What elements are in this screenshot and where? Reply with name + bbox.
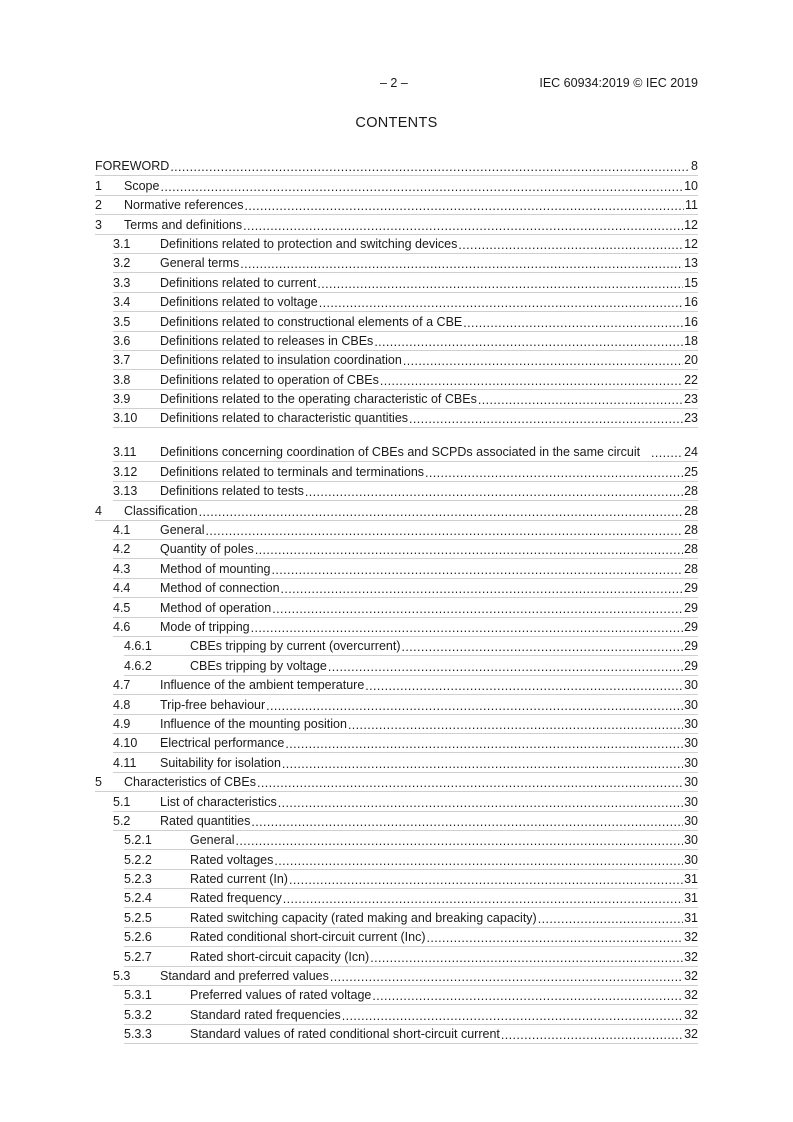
toc-entry-title: Definitions concerning coordination of CBEs and SCPDs associated in the same circuit [160,445,641,460]
toc-entry-number: 3.1 [113,236,131,251]
toc-entry-page: 25 [684,464,698,479]
toc-entry-page: 30 [684,775,698,790]
toc-entry[interactable] [95,870,698,889]
toc-entry-page: 30 [684,736,698,751]
toc-entry-page: 29 [684,658,698,673]
toc-entry[interactable] [95,501,698,520]
toc-entry-number: 5.2.3 [124,872,152,887]
dot-leader [205,525,683,538]
dot-leader [365,680,683,693]
toc-entry-number: 3.12 [113,464,138,479]
toc-entry-number: 5.3.3 [124,1027,152,1042]
toc-entry-title: Definitions related to operation of CBEs [160,372,379,387]
toc-entry[interactable] [95,351,698,370]
toc-entry-title: Definitions related to voltage [160,295,318,310]
toc-entry-title: Scope [124,178,160,193]
toc-entry-page: 15 [684,275,698,290]
row-divider [124,1043,698,1044]
contents-title: CONTENTS [355,115,438,131]
dot-leader [319,297,683,310]
toc-entry-number: 3.5 [113,314,131,329]
toc-entry-page: 32 [684,1007,698,1022]
toc-entry[interactable] [95,656,698,675]
toc-entry[interactable] [95,462,698,481]
toc-entry-page: 10 [684,178,698,193]
toc-entry[interactable] [95,947,698,966]
dot-leader [272,603,683,616]
toc-entry-number: 4.2 [113,542,131,557]
toc-entry-title: Trip-free behaviour [160,697,266,712]
dot-leader [240,258,683,271]
toc-entry-number: 3.6 [113,333,131,348]
toc-entry-page: 28 [684,561,698,576]
toc-entry-title: Electrical performance [160,736,285,751]
toc-entry[interactable] [95,928,698,947]
toc-entry-number: 1 [95,178,102,193]
toc-entry-number: 5.2.4 [124,891,152,906]
dot-leader [328,661,683,674]
toc-entry-number: 3.3 [113,275,131,290]
toc-entry-title: Definitions related to the operating characteristic of CBEs [160,392,477,407]
toc-entry[interactable] [95,293,698,312]
dot-leader [425,467,683,480]
dot-leader [289,874,683,887]
toc-entry-page: 23 [684,392,698,407]
dot-leader [463,317,683,330]
toc-entry-number: 5.1 [113,794,131,809]
dot-leader [501,1029,683,1042]
toc-entry-page: 30 [684,794,698,809]
dot-leader [348,719,683,732]
toc-entry[interactable] [95,235,698,254]
toc-entry-title: Standard values of rated conditional short-circuit current [190,1027,500,1042]
toc-entry-title: Rated voltages [190,852,274,867]
dot-leader [281,583,684,596]
toc-entry[interactable] [95,889,698,908]
toc-entry-page: 31 [684,910,698,925]
dot-leader [160,181,683,194]
dot-leader [458,239,683,252]
toc-entry-page: 18 [684,333,698,348]
toc-entry-page: 11 [685,198,698,213]
dot-leader [651,447,683,460]
toc-entry-number: 3.9 [113,392,131,407]
toc-entry-title: General [190,833,235,848]
toc-entry[interactable] [95,812,698,831]
toc-entry-title: Rated quantities [160,813,251,828]
toc-entry-page: 16 [684,314,698,329]
toc-entry[interactable] [95,157,698,176]
toc-entry-page: 29 [684,581,698,596]
toc-entry[interactable] [95,908,698,927]
toc-entry-title: Definitions related to constructional elements of a CBE [160,314,463,329]
toc-entry-title: Influence of the mounting position [160,716,347,731]
toc-entry-number: 5.3 [113,969,131,984]
toc-entry-title: Standard rated frequencies [190,1007,341,1022]
toc-entry-title: List of characteristics [160,794,277,809]
toc-entry-title: CBEs tripping by voltage [190,658,327,673]
toc-entry-number: 2 [95,198,102,213]
toc-entry[interactable] [95,521,698,540]
toc-entry-page: 22 [684,372,698,387]
toc-entry-number: 4.6 [113,619,131,634]
dot-leader [370,952,683,965]
dot-leader [199,506,683,519]
toc-entry[interactable] [95,273,698,292]
dot-leader [170,161,690,174]
toc-entry-title: CBEs tripping by current (overcurrent) [190,639,401,654]
toc-entry[interactable] [95,850,698,869]
page-number: – 2 – [380,76,408,90]
toc-entry-number: 3.8 [113,372,131,387]
toc-entry[interactable] [95,428,698,462]
toc-entry-title: Method of operation [160,600,272,615]
toc-entry-title: Method of mounting [160,561,271,576]
toc-entry-page: 30 [684,813,698,828]
toc-entry-page: 13 [684,256,698,271]
toc-entry-number: 4.11 [113,755,137,770]
toc-entry-number: 3.10 [113,411,138,426]
toc-entry[interactable] [95,390,698,409]
toc-entry-title: Definitions related to releases in CBEs [160,333,374,348]
toc-entry-title: Normative references [124,198,244,213]
toc-entry-number: 4 [95,503,102,518]
toc-entry-page: 30 [684,697,698,712]
toc-entry[interactable] [95,598,698,617]
toc-entry-page: 30 [684,716,698,731]
toc-entry-page: 30 [684,833,698,848]
toc-entry-page: 20 [684,353,698,368]
toc-entry-page: 32 [684,949,698,964]
toc-entry-number: 5.2.6 [124,930,152,945]
dot-leader [342,1010,683,1023]
toc-entry[interactable] [95,773,698,792]
toc-entry-page: 28 [684,523,698,538]
toc-entry-number: 4.4 [113,581,131,596]
toc-entry-page: 29 [684,619,698,634]
toc-entry-page: 29 [684,639,698,654]
toc-entry-page: 29 [684,600,698,615]
toc-entry-number: 4.8 [113,697,131,712]
toc-entry-page: 30 [684,755,698,770]
toc-entry[interactable] [95,215,698,234]
dot-leader [245,200,685,213]
toc-entry-title: Terms and definitions [124,217,243,232]
toc-entry-number: 4.7 [113,678,131,693]
toc-entry[interactable] [95,540,698,559]
toc-entry-page: 16 [684,295,698,310]
toc-entry[interactable] [95,753,698,772]
toc-entry-number: 5.2.7 [124,949,152,964]
dot-leader [374,336,683,349]
toc-entry-number: 3.13 [113,484,138,499]
toc-entry-page: 30 [684,678,698,693]
toc-entry-title: General [160,523,205,538]
dot-leader [478,394,683,407]
dot-leader [538,913,683,926]
dot-leader [282,758,683,771]
toc-entry-title: Definitions related to characteristic quantities [160,411,409,426]
toc-entry-number: 5.2.1 [124,833,152,848]
dot-leader [251,622,683,635]
dot-leader [255,544,683,557]
toc-entry-number: 3.4 [113,295,131,310]
toc-entry-page: 32 [684,988,698,1003]
toc-entry-title: Definitions related to current [160,275,317,290]
dot-leader [257,777,683,790]
dot-leader [278,797,683,810]
toc-entry-page: 32 [684,930,698,945]
toc-entry-number: 3.2 [113,256,131,271]
toc-entry[interactable] [95,409,698,428]
toc-entry[interactable] [95,1025,698,1044]
toc-entry-page: 12 [684,236,698,251]
toc-entry-title: Rated current (In) [190,872,288,887]
table-of-contents [95,157,698,1044]
toc-entry[interactable] [95,1005,698,1024]
toc-entry-number: 4.5 [113,600,131,615]
toc-entry-page: 31 [684,891,698,906]
toc-entry[interactable] [95,196,698,215]
toc-entry-number: 3 [95,217,102,232]
toc-entry-number: 4.9 [113,716,131,731]
dot-leader [402,641,684,654]
dot-leader [274,855,683,868]
toc-entry-title: Preferred values of rated voltage [190,988,372,1003]
toc-entry-number: 5 [95,775,102,790]
toc-entry[interactable] [95,792,698,811]
dot-leader [403,355,683,368]
toc-entry-title: Definitions related to insulation coordination [160,353,402,368]
toc-entry[interactable] [95,986,698,1005]
dot-leader [372,990,683,1003]
toc-entry-page: 31 [684,872,698,887]
toc-entry-number: 4.6.1 [124,639,152,654]
dot-leader [243,220,683,233]
toc-entry-number: 4.6.2 [124,658,152,673]
toc-entry-title: Standard and preferred values [160,969,329,984]
toc-entry-number: 5.2.2 [124,852,152,867]
toc-entry-number: 5.2.5 [124,910,152,925]
toc-entry-number: 5.3.1 [124,988,152,1003]
toc-entry[interactable] [95,312,698,331]
toc-entry-title: Rated switching capacity (rated making and breaking capacity) [190,910,537,925]
toc-entry[interactable] [95,482,698,501]
toc-entry-title: Definitions related to tests [160,484,304,499]
toc-entry-number: 4.10 [113,736,138,751]
toc-entry-page: 28 [684,542,698,557]
toc-entry-title: FOREWORD [95,159,170,174]
toc-entry-number: 5.2 [113,813,131,828]
toc-entry-page: 12 [684,217,698,232]
dot-leader [266,700,683,713]
toc-entry[interactable] [95,254,698,273]
toc-entry-title: Rated short-circuit capacity (Icn) [190,949,370,964]
toc-entry[interactable] [95,715,698,734]
toc-entry-page: 24 [684,445,698,460]
dot-leader [305,486,683,499]
toc-entry-title: Rated frequency [190,891,282,906]
dot-leader [427,932,684,945]
dot-leader [272,564,684,577]
dot-leader [380,375,683,388]
toc-entry-title: Influence of the ambient temperature [160,678,365,693]
dot-leader [330,971,683,984]
toc-entry-page: 32 [684,969,698,984]
toc-entry[interactable] [95,676,698,695]
toc-entry-number: 3.7 [113,353,131,368]
toc-entry-title: Mode of tripping [160,619,250,634]
document-reference: IEC 60934:2019 © IEC 2019 [539,76,698,90]
toc-entry[interactable] [95,831,698,850]
toc-entry[interactable] [95,618,698,637]
toc-entry-title: General terms [160,256,240,271]
dot-leader [285,738,683,751]
dot-leader [283,893,683,906]
toc-entry-title: Characteristics of CBEs [124,775,256,790]
toc-entry[interactable] [95,559,698,578]
toc-entry[interactable] [95,734,698,753]
toc-entry-title: Rated conditional short-circuit current (Inc) [190,930,426,945]
toc-entry[interactable] [95,176,698,195]
dot-leader [251,816,683,829]
toc-entry-title: Suitability for isolation [160,755,281,770]
toc-entry-page: 23 [684,411,698,426]
toc-entry-number: 4.1 [113,523,131,538]
toc-entry-title: Definitions related to protection and switching devices [160,236,458,251]
toc-entry[interactable] [95,967,698,986]
toc-entry[interactable] [95,637,698,656]
toc-entry-title: Classification [124,503,198,518]
toc-entry-page: 28 [684,484,698,499]
toc-entry[interactable] [95,332,698,351]
toc-entry-page: 8 [691,159,698,174]
dot-leader [409,413,683,426]
toc-entry-number: 5.3.2 [124,1007,152,1022]
toc-entry-title: Definitions related to terminals and terminations [160,464,425,479]
toc-entry[interactable] [95,579,698,598]
toc-entry[interactable] [95,695,698,714]
toc-entry-title: Quantity of poles [160,542,254,557]
toc-entry[interactable] [95,370,698,389]
page-header [0,76,793,92]
toc-entry-number: 4.3 [113,561,131,576]
dot-leader [235,835,683,848]
toc-entry-number: 3.11 [113,445,137,460]
dot-leader [317,278,683,291]
toc-entry-page: 30 [684,852,698,867]
toc-entry-page: 28 [684,503,698,518]
toc-entry-title: Method of connection [160,581,280,596]
toc-entry-page: 32 [684,1027,698,1042]
